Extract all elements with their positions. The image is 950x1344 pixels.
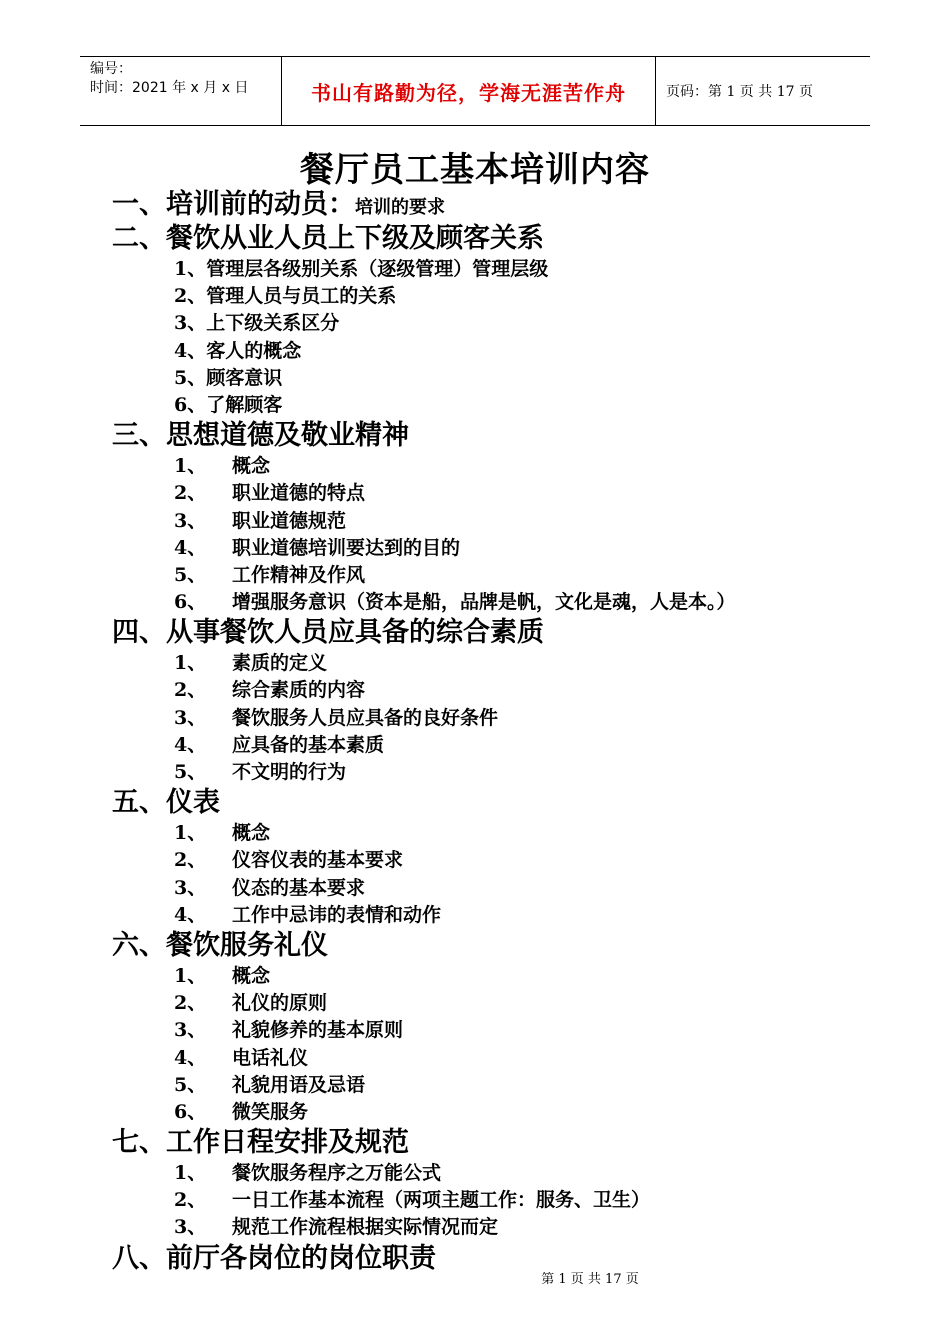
list-item	[112, 480, 912, 507]
item-number: 3、	[174, 706, 207, 729]
list-item	[112, 990, 912, 1017]
item-text: 上下级关系区分	[206, 312, 340, 335]
item-text: 一日工作基本流程（两项主题工作：服务、卫生）	[232, 1189, 651, 1212]
list-item	[112, 820, 912, 847]
item-text: 客人的概念	[206, 339, 302, 362]
list-item	[112, 1072, 912, 1099]
document-number-label: 编号：	[90, 61, 132, 77]
section-label: 五、仪表	[112, 787, 220, 819]
item-text: 概念	[232, 822, 271, 845]
item-text: 应具备的基本素质	[232, 733, 385, 756]
header-meta	[80, 57, 282, 125]
list-item	[112, 589, 912, 616]
item-number: 5、	[174, 366, 207, 389]
item-number: 1、	[174, 652, 207, 675]
item-number: 1、	[174, 258, 207, 280]
item-text: 仪态的基本要求	[232, 876, 366, 899]
section-heading	[112, 1126, 912, 1160]
item-number: 2、	[174, 1189, 207, 1212]
document-title: 餐厅员工基本培训内容	[300, 150, 650, 190]
item-number: 5、	[174, 761, 207, 783]
item-number: 3、	[174, 1216, 207, 1239]
item-text: 了解顾客	[206, 393, 283, 416]
item-text: 礼貌用语及忌语	[232, 1073, 366, 1096]
list-item	[112, 453, 912, 480]
item-text: 增强服务意识（资本是船，品牌是帆，文化是魂，人是本。）	[232, 591, 736, 614]
list-item	[112, 1017, 912, 1044]
item-number: 2、	[174, 679, 207, 702]
section-heading	[112, 616, 912, 650]
item-text: 职业道德培训要达到的目的	[232, 536, 461, 559]
item-text: 概念	[232, 455, 271, 478]
item-number: 2、	[174, 482, 207, 505]
item-text: 素质的定义	[232, 652, 328, 675]
list-item	[112, 508, 912, 535]
section-label: 七、工作日程安排及规范	[112, 1127, 409, 1159]
item-number: 5、	[174, 1073, 207, 1096]
outline-content	[112, 188, 912, 1276]
item-text: 职业道德规范	[232, 509, 347, 532]
item-number: 2、	[174, 849, 207, 872]
item-text: 不文明的行为	[232, 761, 347, 783]
section-heading	[112, 419, 912, 453]
section-heading	[112, 188, 912, 222]
item-number: 2、	[174, 992, 207, 1015]
item-number: 3、	[174, 876, 207, 899]
list-item	[112, 535, 912, 562]
item-number: 4、	[174, 1046, 207, 1069]
item-number: 6、	[174, 393, 207, 416]
item-text: 职业道德的特点	[232, 482, 366, 505]
item-text: 综合素质的内容	[232, 679, 366, 702]
item-text: 工作精神及作风	[232, 563, 366, 586]
list-item	[112, 1160, 912, 1187]
list-item	[112, 963, 912, 990]
list-item	[112, 732, 912, 759]
header-page-info: 页码：第 1 页 共 17 页	[666, 84, 813, 100]
list-item	[112, 1045, 912, 1072]
item-text: 仪容仪表的基本要求	[232, 849, 404, 872]
item-text: 礼仪的原则	[232, 992, 328, 1015]
section-label: 四、从事餐饮人员应具备的综合素质	[112, 617, 544, 649]
item-text: 管理人员与员工的关系	[206, 285, 397, 308]
section-heading	[112, 222, 912, 256]
list-item	[112, 1214, 912, 1241]
list-item	[112, 759, 912, 786]
list-item	[112, 1187, 912, 1214]
item-text: 顾客意识	[206, 366, 283, 389]
item-number: 5、	[174, 563, 207, 586]
list-item	[112, 847, 912, 874]
header-motto: 书山有路勤为径，学海无涯苦作舟	[282, 57, 656, 125]
item-number: 6、	[174, 1100, 207, 1123]
item-number: 1、	[174, 822, 207, 845]
list-item	[112, 256, 912, 283]
list-item	[112, 902, 912, 929]
list-item	[112, 365, 912, 392]
page-header	[80, 56, 870, 126]
item-number: 2、	[174, 285, 207, 308]
section-label: 八、前厅各岗位的岗位职责	[112, 1242, 436, 1274]
item-number: 4、	[174, 733, 207, 756]
document-time-label: 时间：2021 年 x 月 x 日	[90, 80, 249, 96]
list-item	[112, 562, 912, 589]
item-text: 电话礼仪	[232, 1046, 309, 1069]
section-label: 一、培训前的动员：	[112, 189, 355, 220]
item-text: 微笑服务	[232, 1100, 309, 1123]
list-item	[112, 650, 912, 677]
item-number: 4、	[174, 903, 207, 926]
item-number: 3、	[174, 312, 207, 335]
section-label: 六、餐饮服务礼仪	[112, 929, 328, 961]
item-text: 工作中忌讳的表情和动作	[232, 903, 442, 926]
list-item	[112, 875, 912, 902]
page-footer: 第 1 页 共 17 页	[541, 1272, 639, 1287]
item-number: 1、	[174, 455, 207, 478]
list-item	[112, 283, 912, 310]
list-item	[112, 310, 912, 337]
item-number: 4、	[174, 536, 207, 559]
list-item	[112, 338, 912, 365]
item-text: 礼貌修养的基本原则	[232, 1019, 404, 1042]
list-item	[112, 392, 912, 419]
section-label: 二、餐饮从业人员上下级及顾客关系	[112, 223, 544, 254]
list-item	[112, 705, 912, 732]
list-item	[112, 677, 912, 704]
item-number: 3、	[174, 509, 207, 532]
item-number: 1、	[174, 1162, 207, 1185]
item-number: 1、	[174, 964, 207, 987]
section-sublabel: 培训的要求	[355, 197, 445, 218]
section-heading	[112, 786, 912, 820]
list-item	[112, 1099, 912, 1126]
section-heading	[112, 929, 912, 963]
item-text: 管理层各级别关系（逐级管理）管理层级	[206, 258, 549, 280]
item-number: 3、	[174, 1019, 207, 1042]
section-label: 三、思想道德及敬业精神	[112, 420, 409, 452]
item-text: 规范工作流程根据实际情况而定	[232, 1216, 499, 1239]
item-text: 餐饮服务程序之万能公式	[232, 1162, 442, 1185]
item-number: 6、	[174, 591, 207, 614]
item-text: 餐饮服务人员应具备的良好条件	[232, 706, 499, 729]
item-text: 概念	[232, 964, 271, 987]
item-number: 4、	[174, 339, 207, 362]
